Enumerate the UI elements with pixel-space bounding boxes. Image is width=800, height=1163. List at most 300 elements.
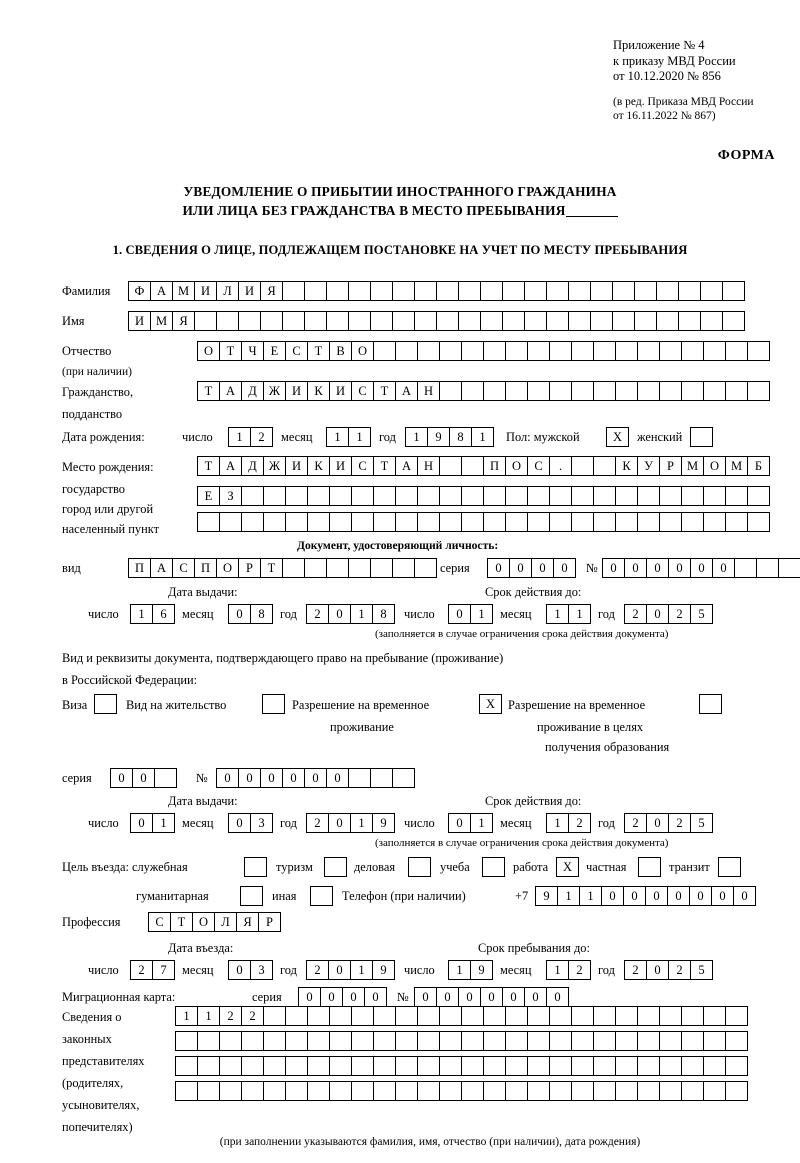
birth-year-cell[interactable]: 8: [449, 427, 472, 447]
purpose-transit-checkbox[interactable]: [718, 857, 741, 877]
entry-day-cell[interactable]: 7: [152, 960, 175, 980]
surname-cell[interactable]: [414, 281, 437, 301]
name-cell[interactable]: [480, 311, 503, 331]
citizenship-cell[interactable]: А: [219, 381, 242, 401]
doc-kind-cell[interactable]: [414, 558, 437, 578]
citizenship-cell[interactable]: [483, 381, 506, 401]
legal-rep-1-cell[interactable]: 1: [175, 1006, 198, 1026]
doc-issue-month-cell[interactable]: 8: [250, 604, 273, 624]
legal-rep-1-cell[interactable]: [263, 1006, 286, 1026]
citizenship-cell[interactable]: [549, 381, 572, 401]
doc-number-cell[interactable]: 0: [602, 558, 625, 578]
patronymic-cell[interactable]: [681, 341, 704, 361]
birthplace-city-cell[interactable]: З: [219, 486, 242, 506]
doc-number-cell[interactable]: 0: [690, 558, 713, 578]
permit-valid-day-cell[interactable]: 1: [470, 813, 493, 833]
surname-cell[interactable]: И: [194, 281, 217, 301]
name-cell[interactable]: [700, 311, 723, 331]
citizenship-cell[interactable]: [747, 381, 770, 401]
permit-number-cell[interactable]: [370, 768, 393, 788]
legal-rep-3-cell[interactable]: [175, 1056, 198, 1076]
name-cell[interactable]: [590, 311, 613, 331]
patronymic-cell[interactable]: Е: [263, 341, 286, 361]
name-cell[interactable]: [238, 311, 261, 331]
birth-day-boxes[interactable]: [228, 427, 272, 447]
migration-series-cell[interactable]: 0: [320, 987, 343, 1007]
legal-rep-4-cell[interactable]: [681, 1081, 704, 1101]
birthplace-city-cell[interactable]: [307, 486, 330, 506]
name-cell[interactable]: [194, 311, 217, 331]
phone-cell[interactable]: 0: [623, 886, 646, 906]
permit-number-cell[interactable]: 0: [282, 768, 305, 788]
permit-valid-year-cell[interactable]: 2: [624, 813, 647, 833]
citizenship-cell[interactable]: [461, 381, 484, 401]
birthplace-state-cell[interactable]: Д: [241, 456, 264, 476]
birthplace-state-cell[interactable]: П: [483, 456, 506, 476]
doc-number-cell[interactable]: 0: [712, 558, 735, 578]
surname-cell[interactable]: [458, 281, 481, 301]
legal-rep-3-cell[interactable]: [461, 1056, 484, 1076]
birthplace-city-cell[interactable]: [549, 486, 572, 506]
legal-rep-2-cell[interactable]: [175, 1031, 198, 1051]
permit-issue-month-cell[interactable]: 3: [250, 813, 273, 833]
legal-rep-3-cell[interactable]: [505, 1056, 528, 1076]
surname-cell[interactable]: [436, 281, 459, 301]
legal-rep-1-cell[interactable]: [593, 1006, 616, 1026]
name-cell[interactable]: [458, 311, 481, 331]
permit-number-cell[interactable]: [392, 768, 415, 788]
birthplace-state-cell[interactable]: [439, 456, 462, 476]
surname-cell[interactable]: [480, 281, 503, 301]
doc-valid-day-boxes[interactable]: [448, 604, 492, 624]
patronymic-cell[interactable]: [637, 341, 660, 361]
permit-valid-month-cell[interactable]: 2: [568, 813, 591, 833]
entry-month-cell[interactable]: 0: [228, 960, 251, 980]
entry-day-cell[interactable]: 2: [130, 960, 153, 980]
legal-rep-1-cell[interactable]: [725, 1006, 748, 1026]
patronymic-cell[interactable]: Т: [219, 341, 242, 361]
doc-series-cell[interactable]: 0: [487, 558, 510, 578]
migration-number-cell[interactable]: 0: [458, 987, 481, 1007]
citizenship-cell[interactable]: [505, 381, 528, 401]
patronymic-cell[interactable]: [659, 341, 682, 361]
doc-valid-year-cell[interactable]: 2: [624, 604, 647, 624]
name-cell[interactable]: [304, 311, 327, 331]
birth-year-cell[interactable]: 1: [405, 427, 428, 447]
citizenship-cell[interactable]: А: [395, 381, 418, 401]
birthplace-city-cell[interactable]: [615, 486, 638, 506]
permit-issue-month-cell[interactable]: 0: [228, 813, 251, 833]
legal-rep-3-cell[interactable]: [571, 1056, 594, 1076]
birthplace-city-cell[interactable]: [703, 486, 726, 506]
birthplace-city-cell[interactable]: [241, 486, 264, 506]
name-cell[interactable]: [546, 311, 569, 331]
birthplace-city-cell[interactable]: [461, 486, 484, 506]
birth-month-boxes[interactable]: [326, 427, 370, 447]
legal-rep-3-cell[interactable]: [659, 1056, 682, 1076]
legal-rep-3-cell[interactable]: [703, 1056, 726, 1076]
doc-number-cell[interactable]: [734, 558, 757, 578]
doc-kind-cell[interactable]: [348, 558, 371, 578]
birthplace-locality-cell[interactable]: [637, 512, 660, 532]
birthplace-city-cell[interactable]: [329, 486, 352, 506]
legal-rep-2-cell[interactable]: [725, 1031, 748, 1051]
birthplace-city-cell[interactable]: [593, 486, 616, 506]
citizenship-cell[interactable]: И: [329, 381, 352, 401]
birthplace-city-cell[interactable]: [483, 486, 506, 506]
doc-issue-year-cell[interactable]: 0: [328, 604, 351, 624]
entry-month-boxes[interactable]: [228, 960, 272, 980]
legal-rep-2-cell[interactable]: [637, 1031, 660, 1051]
phone-cell[interactable]: 9: [535, 886, 558, 906]
phone-cell[interactable]: 0: [733, 886, 756, 906]
doc-valid-month-boxes[interactable]: [546, 604, 590, 624]
profession-cell[interactable]: О: [192, 912, 215, 932]
legal-rep-4-cell[interactable]: [197, 1081, 220, 1101]
birthplace-locality-cell[interactable]: [461, 512, 484, 532]
legal-rep-1-cell[interactable]: [527, 1006, 550, 1026]
profession-cell[interactable]: Л: [214, 912, 237, 932]
doc-kind-cell[interactable]: [304, 558, 327, 578]
doc-series-cell[interactable]: 0: [509, 558, 532, 578]
temp-residence-checkbox[interactable]: X: [479, 694, 502, 714]
legal-rep-4-cell[interactable]: [549, 1081, 572, 1101]
permit-valid-day-cell[interactable]: 0: [448, 813, 471, 833]
surname-cell[interactable]: [612, 281, 635, 301]
legal-rep-1-cell[interactable]: [461, 1006, 484, 1026]
citizenship-cell[interactable]: [615, 381, 638, 401]
birthplace-city-cell[interactable]: [395, 486, 418, 506]
birthplace-locality-boxes[interactable]: [197, 512, 769, 532]
doc-kind-cell[interactable]: [326, 558, 349, 578]
citizenship-cell[interactable]: [527, 381, 550, 401]
legal-rep-4-cell[interactable]: [351, 1081, 374, 1101]
surname-cell[interactable]: [656, 281, 679, 301]
patronymic-cell[interactable]: [417, 341, 440, 361]
stay-day-cell[interactable]: 9: [470, 960, 493, 980]
legal-rep-2-cell[interactable]: [329, 1031, 352, 1051]
birthplace-locality-cell[interactable]: [263, 512, 286, 532]
birthplace-city-cell[interactable]: [725, 486, 748, 506]
permit-number-boxes[interactable]: [216, 768, 414, 788]
name-cell[interactable]: [634, 311, 657, 331]
legal-rep-4-cell[interactable]: [373, 1081, 396, 1101]
patronymic-cell[interactable]: О: [351, 341, 374, 361]
patronymic-cell[interactable]: [747, 341, 770, 361]
permit-series-boxes[interactable]: [110, 768, 176, 788]
legal-rep-2-cell[interactable]: [505, 1031, 528, 1051]
sex-male-checkbox[interactable]: X: [606, 427, 629, 447]
birthplace-locality-cell[interactable]: [527, 512, 550, 532]
citizenship-cell[interactable]: [725, 381, 748, 401]
doc-kind-cell[interactable]: О: [216, 558, 239, 578]
purpose-study-checkbox[interactable]: [482, 857, 505, 877]
citizenship-cell[interactable]: И: [285, 381, 308, 401]
legal-rep-3-cell[interactable]: [681, 1056, 704, 1076]
surname-cell[interactable]: [304, 281, 327, 301]
profession-cell[interactable]: Я: [236, 912, 259, 932]
entry-year-cell[interactable]: 2: [306, 960, 329, 980]
legal-rep-4-cell[interactable]: [329, 1081, 352, 1101]
citizenship-cell[interactable]: Т: [197, 381, 220, 401]
birth-day-cell[interactable]: 1: [228, 427, 251, 447]
birthplace-state-cell[interactable]: Р: [659, 456, 682, 476]
legal-rep-1-cell[interactable]: 1: [197, 1006, 220, 1026]
surname-boxes[interactable]: [128, 281, 744, 301]
surname-cell[interactable]: [392, 281, 415, 301]
permit-series-cell[interactable]: 0: [110, 768, 133, 788]
patronymic-cell[interactable]: [395, 341, 418, 361]
permit-issue-month-boxes[interactable]: [228, 813, 272, 833]
legal-rep-1-cell[interactable]: [703, 1006, 726, 1026]
name-cell[interactable]: [260, 311, 283, 331]
doc-number-cell[interactable]: 0: [624, 558, 647, 578]
profession-cell[interactable]: Р: [258, 912, 281, 932]
legal-rep-row[interactable]: [175, 1031, 747, 1051]
birthplace-locality-cell[interactable]: [439, 512, 462, 532]
legal-rep-4-cell[interactable]: [703, 1081, 726, 1101]
birthplace-locality-cell[interactable]: [373, 512, 396, 532]
legal-rep-2-cell[interactable]: [527, 1031, 550, 1051]
doc-issue-day-cell[interactable]: 1: [130, 604, 153, 624]
purpose-humanitarian-checkbox[interactable]: [240, 886, 263, 906]
birthplace-locality-cell[interactable]: [659, 512, 682, 532]
birthplace-locality-cell[interactable]: [197, 512, 220, 532]
stay-year-cell[interactable]: 5: [690, 960, 713, 980]
legal-rep-2-cell[interactable]: [439, 1031, 462, 1051]
name-cell[interactable]: [326, 311, 349, 331]
migration-number-cell[interactable]: 0: [436, 987, 459, 1007]
stay-year-cell[interactable]: 2: [624, 960, 647, 980]
entry-year-cell[interactable]: 9: [372, 960, 395, 980]
permit-valid-day-boxes[interactable]: [448, 813, 492, 833]
legal-rep-3-cell[interactable]: [593, 1056, 616, 1076]
birthplace-locality-cell[interactable]: [549, 512, 572, 532]
entry-day-boxes[interactable]: [130, 960, 174, 980]
migration-series-cell[interactable]: 0: [298, 987, 321, 1007]
stay-year-boxes[interactable]: [624, 960, 712, 980]
stay-year-cell[interactable]: 2: [668, 960, 691, 980]
purpose-private-checkbox[interactable]: [638, 857, 661, 877]
doc-issue-day-cell[interactable]: 6: [152, 604, 175, 624]
citizenship-cell[interactable]: Д: [241, 381, 264, 401]
doc-number-cell[interactable]: [756, 558, 779, 578]
legal-rep-2-cell[interactable]: [395, 1031, 418, 1051]
legal-rep-2-cell[interactable]: [549, 1031, 572, 1051]
doc-valid-day-cell[interactable]: 0: [448, 604, 471, 624]
birthplace-state-cell[interactable]: М: [681, 456, 704, 476]
legal-rep-4-cell[interactable]: [461, 1081, 484, 1101]
legal-rep-2-cell[interactable]: [285, 1031, 308, 1051]
permit-issue-year-cell[interactable]: 0: [328, 813, 351, 833]
legal-rep-1-cell[interactable]: [373, 1006, 396, 1026]
name-cell[interactable]: [348, 311, 371, 331]
name-cell[interactable]: [436, 311, 459, 331]
doc-kind-cell[interactable]: [282, 558, 305, 578]
doc-issue-day-boxes[interactable]: [130, 604, 174, 624]
birth-day-cell[interactable]: 2: [250, 427, 273, 447]
name-cell[interactable]: [216, 311, 239, 331]
permit-number-cell[interactable]: 0: [304, 768, 327, 788]
legal-rep-4-cell[interactable]: [175, 1081, 198, 1101]
birthplace-state-cell[interactable]: А: [395, 456, 418, 476]
doc-series-boxes[interactable]: [487, 558, 575, 578]
legal-rep-1-cell[interactable]: [439, 1006, 462, 1026]
doc-kind-boxes[interactable]: [128, 558, 436, 578]
legal-rep-1-cell[interactable]: [659, 1006, 682, 1026]
legal-rep-4-cell[interactable]: [307, 1081, 330, 1101]
legal-rep-1-cell[interactable]: [571, 1006, 594, 1026]
legal-rep-row[interactable]: [175, 1081, 747, 1101]
permit-number-cell[interactable]: 0: [326, 768, 349, 788]
stay-day-cell[interactable]: 1: [448, 960, 471, 980]
name-cell[interactable]: [502, 311, 525, 331]
birthplace-locality-cell[interactable]: [747, 512, 770, 532]
citizenship-cell[interactable]: К: [307, 381, 330, 401]
doc-issue-year-cell[interactable]: 1: [350, 604, 373, 624]
doc-number-cell[interactable]: 0: [668, 558, 691, 578]
legal-rep-1-cell[interactable]: 2: [241, 1006, 264, 1026]
name-cell[interactable]: [678, 311, 701, 331]
permit-number-cell[interactable]: 0: [260, 768, 283, 788]
legal-rep-3-cell[interactable]: [263, 1056, 286, 1076]
legal-rep-1-cell[interactable]: [681, 1006, 704, 1026]
legal-rep-2-cell[interactable]: [461, 1031, 484, 1051]
phone-cell[interactable]: 0: [667, 886, 690, 906]
permit-issue-year-cell[interactable]: 2: [306, 813, 329, 833]
surname-cell[interactable]: Ф: [128, 281, 151, 301]
patronymic-cell[interactable]: [571, 341, 594, 361]
doc-kind-cell[interactable]: А: [150, 558, 173, 578]
legal-rep-3-cell[interactable]: [725, 1056, 748, 1076]
legal-rep-row[interactable]: [175, 1056, 747, 1076]
citizenship-boxes[interactable]: [197, 381, 769, 401]
birthplace-locality-cell[interactable]: [351, 512, 374, 532]
birthplace-locality-cell[interactable]: [703, 512, 726, 532]
birthplace-locality-cell[interactable]: [571, 512, 594, 532]
migration-series-cell[interactable]: 0: [364, 987, 387, 1007]
birthplace-locality-cell[interactable]: [307, 512, 330, 532]
legal-rep-3-cell[interactable]: [439, 1056, 462, 1076]
legal-rep-2-cell[interactable]: [373, 1031, 396, 1051]
legal-rep-2-cell[interactable]: [307, 1031, 330, 1051]
phone-boxes[interactable]: [535, 886, 755, 906]
birthplace-city-cell[interactable]: [505, 486, 528, 506]
legal-rep-2-cell[interactable]: [219, 1031, 242, 1051]
legal-rep-1-cell[interactable]: [483, 1006, 506, 1026]
birthplace-city-cell[interactable]: [351, 486, 374, 506]
legal-rep-4-cell[interactable]: [615, 1081, 638, 1101]
name-cell[interactable]: [656, 311, 679, 331]
doc-valid-month-cell[interactable]: 1: [546, 604, 569, 624]
birthplace-locality-cell[interactable]: [285, 512, 308, 532]
surname-cell[interactable]: [348, 281, 371, 301]
doc-number-cell[interactable]: [778, 558, 800, 578]
name-cell[interactable]: [370, 311, 393, 331]
legal-rep-2-cell[interactable]: [571, 1031, 594, 1051]
visa-checkbox[interactable]: [94, 694, 117, 714]
legal-rep-3-cell[interactable]: [483, 1056, 506, 1076]
permit-valid-year-cell[interactable]: 2: [668, 813, 691, 833]
permit-number-cell[interactable]: [348, 768, 371, 788]
legal-rep-3-cell[interactable]: [373, 1056, 396, 1076]
phone-cell[interactable]: 0: [689, 886, 712, 906]
birthplace-state-cell[interactable]: М: [725, 456, 748, 476]
surname-cell[interactable]: [370, 281, 393, 301]
doc-kind-cell[interactable]: С: [172, 558, 195, 578]
stay-month-cell[interactable]: 1: [546, 960, 569, 980]
legal-rep-3-cell[interactable]: [417, 1056, 440, 1076]
legal-rep-3-cell[interactable]: [615, 1056, 638, 1076]
birthplace-state-cell[interactable]: К: [615, 456, 638, 476]
patronymic-cell[interactable]: [461, 341, 484, 361]
legal-rep-3-cell[interactable]: [395, 1056, 418, 1076]
legal-rep-2-cell[interactable]: [615, 1031, 638, 1051]
legal-rep-4-cell[interactable]: [483, 1081, 506, 1101]
doc-issue-month-cell[interactable]: 0: [228, 604, 251, 624]
patronymic-cell[interactable]: [725, 341, 748, 361]
birthplace-state-cell[interactable]: С: [527, 456, 550, 476]
birthplace-locality-cell[interactable]: [219, 512, 242, 532]
permit-valid-year-cell[interactable]: 5: [690, 813, 713, 833]
migration-number-cell[interactable]: 0: [414, 987, 437, 1007]
legal-rep-3-cell[interactable]: [219, 1056, 242, 1076]
birthplace-state-cell[interactable]: О: [505, 456, 528, 476]
patronymic-cell[interactable]: [439, 341, 462, 361]
legal-rep-4-cell[interactable]: [263, 1081, 286, 1101]
birthplace-locality-cell[interactable]: [593, 512, 616, 532]
patronymic-cell[interactable]: [703, 341, 726, 361]
legal-rep-4-cell[interactable]: [527, 1081, 550, 1101]
patronymic-cell[interactable]: [549, 341, 572, 361]
migration-number-boxes[interactable]: [414, 987, 568, 1007]
doc-valid-year-cell[interactable]: 0: [646, 604, 669, 624]
legal-rep-3-cell[interactable]: [241, 1056, 264, 1076]
doc-series-cell[interactable]: 0: [553, 558, 576, 578]
doc-valid-day-cell[interactable]: 1: [470, 604, 493, 624]
citizenship-cell[interactable]: Ж: [263, 381, 286, 401]
phone-cell[interactable]: 0: [711, 886, 734, 906]
birthplace-city-cell[interactable]: [659, 486, 682, 506]
legal-rep-1-cell[interactable]: [615, 1006, 638, 1026]
birthplace-city-cell[interactable]: [681, 486, 704, 506]
purpose-work-checkbox[interactable]: X: [556, 857, 579, 877]
patronymic-cell[interactable]: С: [285, 341, 308, 361]
birthplace-locality-cell[interactable]: [615, 512, 638, 532]
doc-number-boxes[interactable]: [602, 558, 800, 578]
doc-issue-year-boxes[interactable]: [306, 604, 394, 624]
citizenship-cell[interactable]: [593, 381, 616, 401]
phone-cell[interactable]: 0: [601, 886, 624, 906]
legal-rep-2-cell[interactable]: [417, 1031, 440, 1051]
legal-rep-4-cell[interactable]: [219, 1081, 242, 1101]
name-boxes[interactable]: [128, 311, 744, 331]
birthplace-city-cell[interactable]: [263, 486, 286, 506]
permit-series-cell[interactable]: [154, 768, 177, 788]
surname-cell[interactable]: А: [150, 281, 173, 301]
phone-cell[interactable]: 1: [579, 886, 602, 906]
legal-rep-1-cell[interactable]: [329, 1006, 352, 1026]
legal-rep-3-cell[interactable]: [285, 1056, 308, 1076]
migration-number-cell[interactable]: 0: [524, 987, 547, 1007]
doc-kind-cell[interactable]: [392, 558, 415, 578]
birthplace-locality-cell[interactable]: [681, 512, 704, 532]
surname-cell[interactable]: [546, 281, 569, 301]
legal-rep-2-cell[interactable]: [483, 1031, 506, 1051]
legal-rep-3-cell[interactable]: [329, 1056, 352, 1076]
migration-series-boxes[interactable]: [298, 987, 386, 1007]
citizenship-cell[interactable]: Н: [417, 381, 440, 401]
